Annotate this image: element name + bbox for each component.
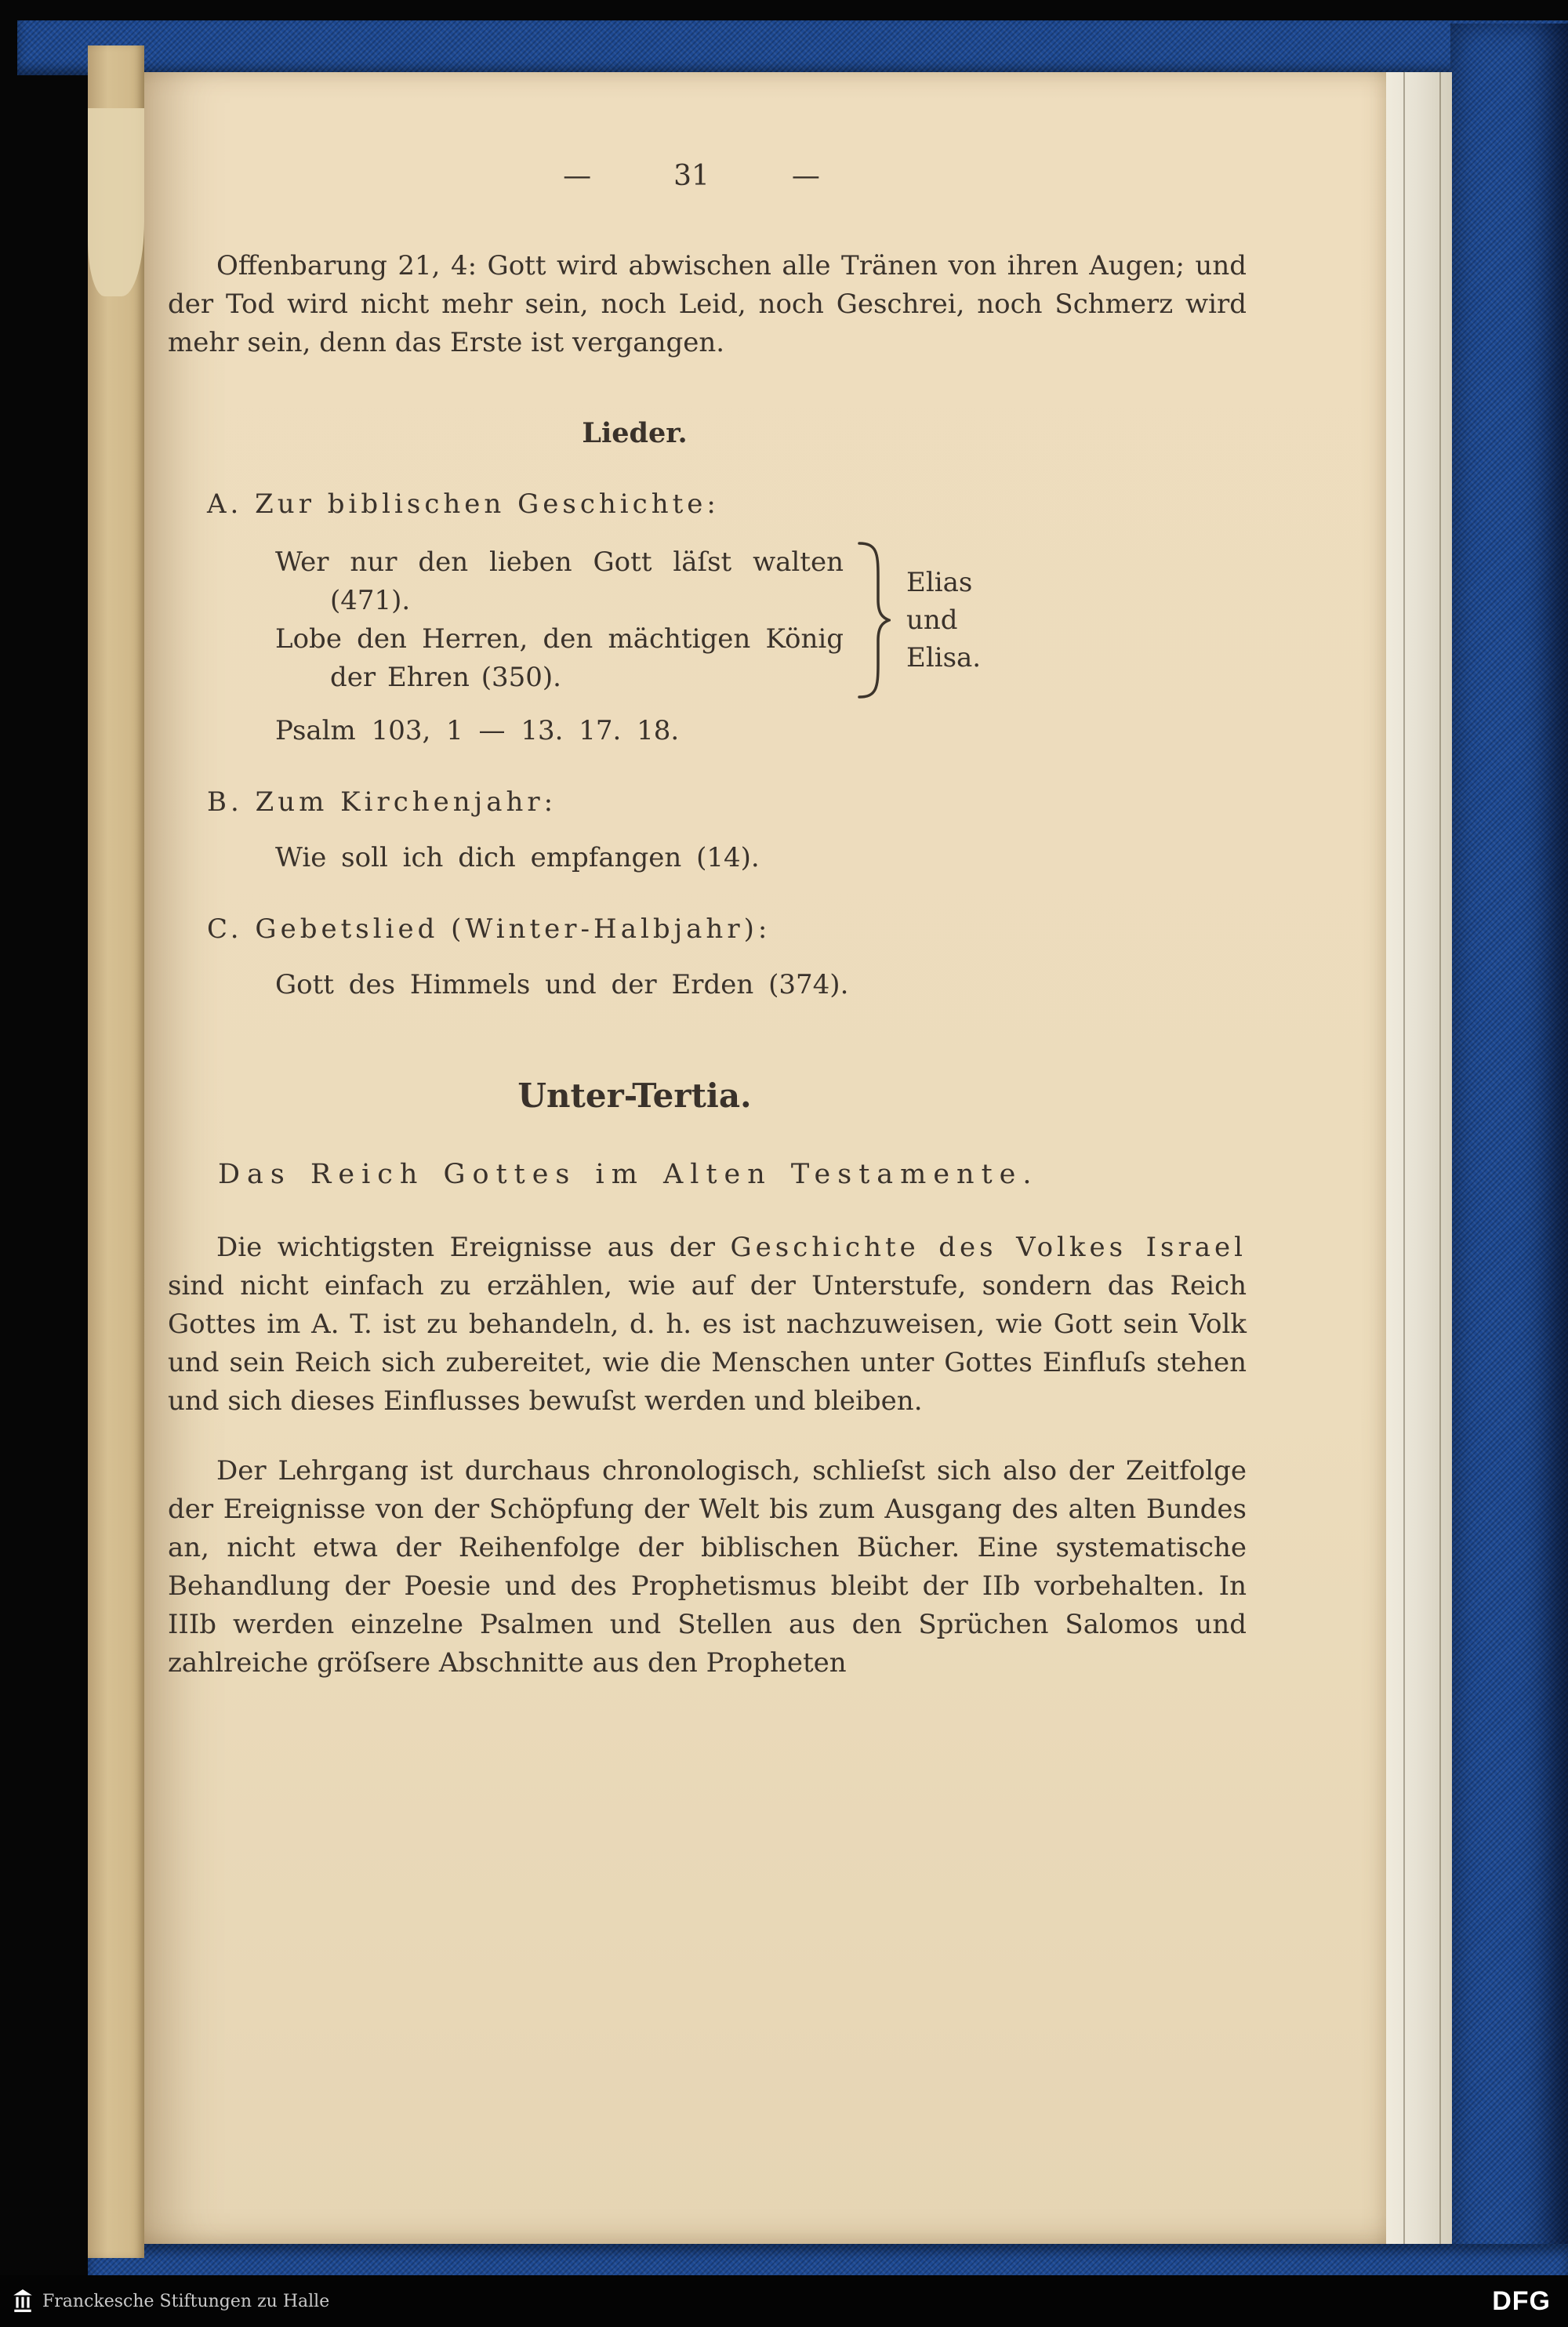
page-number — [168, 157, 1247, 195]
section-c-label: C. Gebetslied (Winter-Halbjahr): — [207, 913, 771, 945]
songs-group — [275, 541, 1247, 699]
adjacent-page-edge — [88, 45, 144, 2258]
building-columns-icon — [13, 2289, 33, 2313]
curly-brace-icon — [855, 541, 891, 699]
viewer-footer — [0, 2275, 1568, 2327]
song-item: Wer nur den lieben Gott läſst walten (471). — [275, 546, 844, 616]
page-content — [168, 72, 1247, 1683]
institution-label: Franckesche Stiftungen zu Halle — [42, 2291, 330, 2311]
song-item: Gott des Himmels und der Erden (374). — [275, 969, 849, 1000]
intro-paragraph: Offenbarung 21, 4: Gott wird abwischen alle Tränen von ihren Augen; und der Tod wird nicht mehr sein, noch Leid, noch Geschrei, noch Schmerz wird mehr sein, denn das Erste ist vergangen. — [168, 250, 1247, 358]
body-paragraph: Der Lehrgang ist durchaus chronologisch, schlieſst sich also der Zeitfolge der Ereignisse von der Schöpfung der Welt bis zum Ausgang des alten Bundes an, nicht etwa der Reihenfolge der biblischen Bücher. Eine systematische Behandlung der Poesie und des Prophetismus bleibt der IIb vorbehalten. In IIIb werden einzelne Psalmen und Stellen aus den Sprüchen Salomos und zahlreiche gröſsere Abschnitte aus den Propheten — [168, 1455, 1247, 1679]
paragraph-text: sind nicht einfach zu erzählen, wie auf der Unterstufe, sondern das Reich Gottes im A. T. ist zu behandeln, d. h. es ist nachzuweisen, wie Gott sein Volk und sein Reich sich zubereitet, wie die Menschen unter Gottes Einfluſs stehen und sich dieses Einflusses bewuſst werden und bleiben. — [168, 1270, 1247, 1417]
section-b-label: B. Zum Kirchenjahr: — [207, 786, 557, 818]
book-cover-top-edge — [17, 20, 1568, 75]
brace-label-line: und — [906, 604, 958, 636]
body-paragraph — [168, 1229, 1247, 1421]
dfg-logo: DFG — [1492, 2285, 1551, 2316]
lieder-heading: Lieder. — [582, 417, 688, 449]
section-a-label: A. Zur biblischen Geschichte: — [207, 488, 720, 520]
footer-institution — [13, 2289, 329, 2313]
brace-label — [906, 564, 981, 677]
psalm-line: Psalm 103, 1 — 13. 17. 18. — [275, 715, 680, 746]
page-block-fore-edge — [1386, 72, 1452, 2244]
unter-tertia-subheading: Das Reich Gottes im Alten Testamente. — [218, 1159, 1039, 1190]
song-item: Wie soll ich dich empfangen (14). — [275, 842, 760, 873]
paragraph-text: Die wichtigsten Ereignisse aus der — [216, 1232, 731, 1263]
unter-tertia-heading: Unter-Tertia. — [517, 1076, 752, 1115]
paragraph-text-spaced: Geschichte des Volkes Israel — [730, 1232, 1247, 1263]
page-edge-patch — [88, 108, 144, 296]
book-cover-right — [1450, 24, 1568, 2291]
book-page — [144, 72, 1386, 2244]
dash-left: — — [563, 160, 592, 192]
page-number-value: 31 — [673, 160, 710, 192]
brace-label-line: Elias — [906, 567, 973, 598]
brace-label-line: Elisa. — [906, 642, 982, 673]
dash-right: — — [791, 160, 820, 192]
song-item: Lobe den Herren, den mächtigen König der Ehren (350). — [275, 623, 844, 693]
songs-list — [275, 543, 844, 697]
